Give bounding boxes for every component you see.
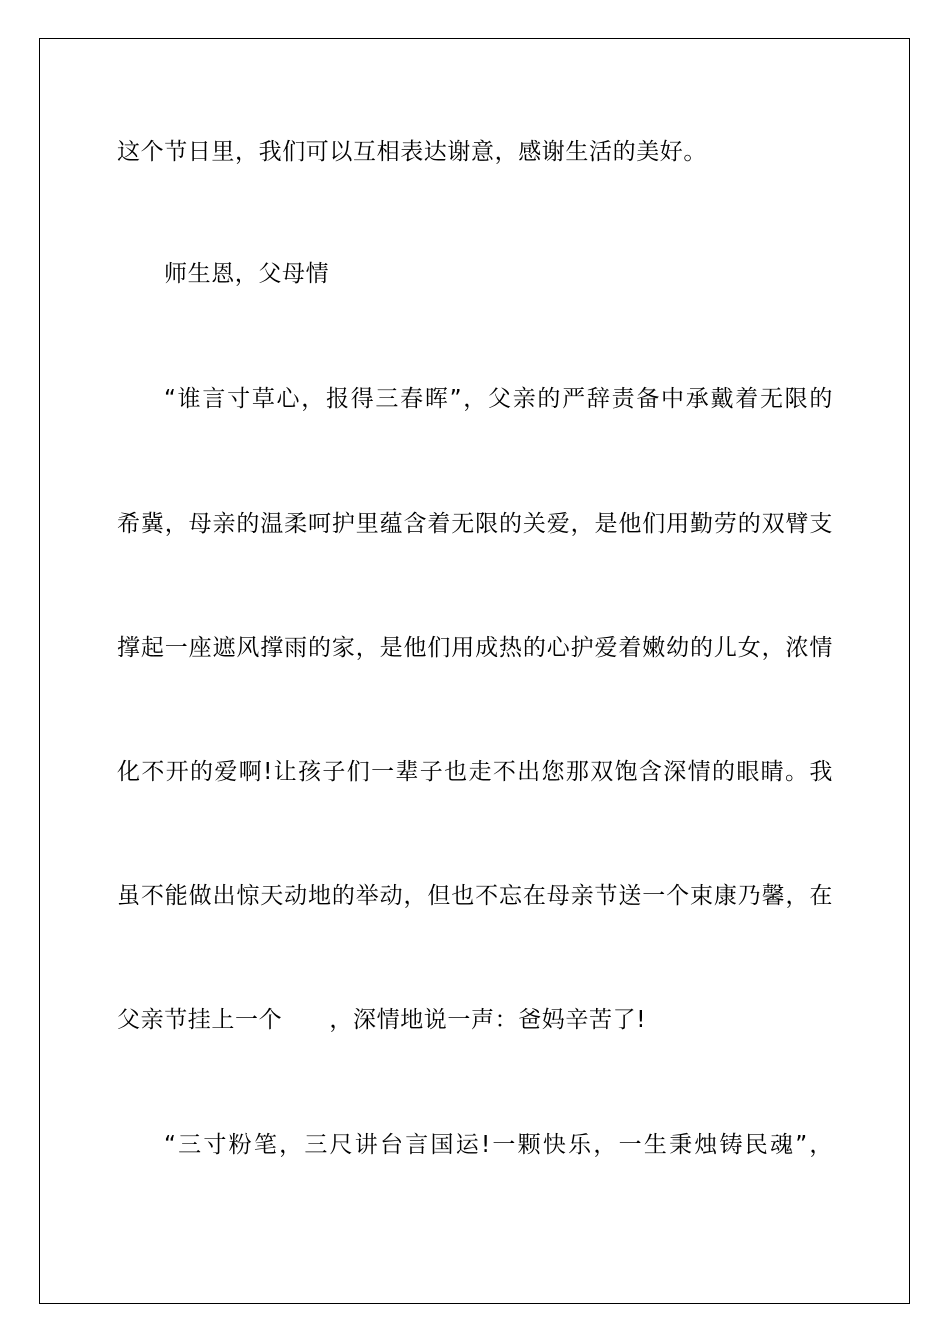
text-line-9: “三寸粉笔，三尺讲台言国运!一颗快乐，一生秉烛铸民魂”， xyxy=(164,1132,833,1158)
text-line-8: 父亲节挂上一个 ，深情地说一声：爸妈辛苦了! xyxy=(117,1007,647,1033)
text-line-5: 撑起一座遮风撑雨的家，是他们用成热的心护爱着嫩幼的儿女，浓情 xyxy=(117,635,833,661)
text-line-2: 师生恩，父母情 xyxy=(164,261,330,287)
text-line-3: “谁言寸草心，报得三春晖”，父亲的严辞责备中承戴着无限的 xyxy=(164,386,833,412)
text-line-7: 虽不能做出惊天动地的举动，但也不忘在母亲节送一个束康乃馨，在 xyxy=(117,883,833,909)
text-line-4: 希冀，母亲的温柔呵护里蕴含着无限的关爱，是他们用勤劳的双臂支 xyxy=(117,511,833,537)
text-line-1: 这个节日里，我们可以互相表达谢意，感谢生活的美好。 xyxy=(117,139,707,165)
text-line-6: 化不开的爱啊!让孩子们一辈子也走不出您那双饱含深情的眼睛。我 xyxy=(117,759,833,785)
page-border xyxy=(39,38,910,1304)
